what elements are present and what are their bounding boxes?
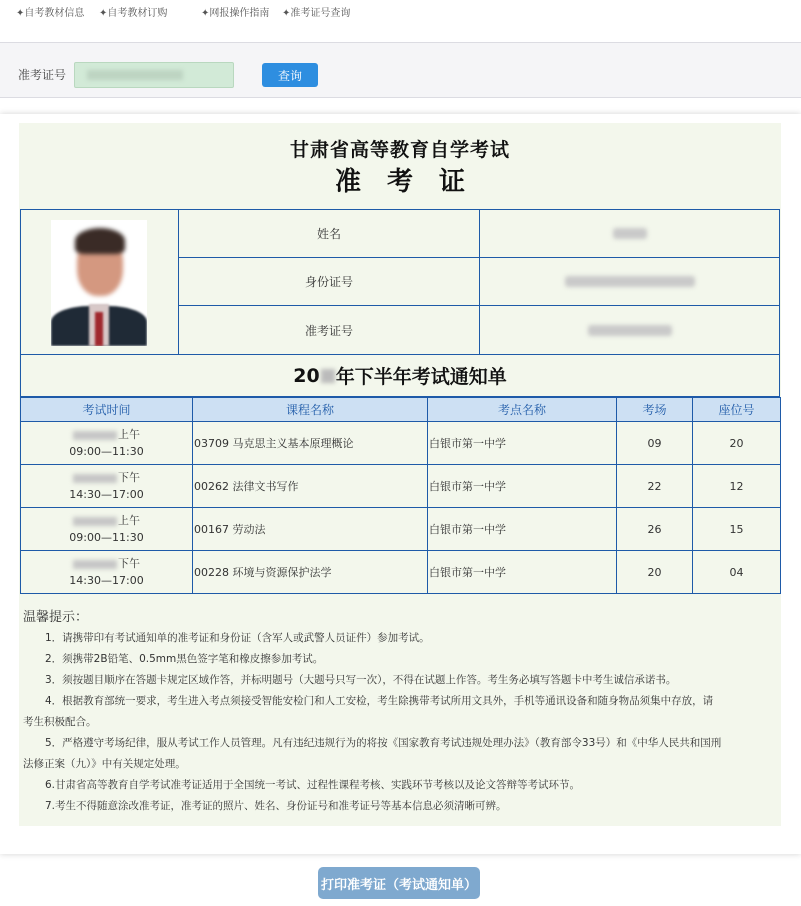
col-header-seat: 座位号 <box>693 398 781 422</box>
site-cell: 白银市第一中学 <box>428 551 617 594</box>
nav-link-registration-guide[interactable]: ✦网报操作指南 <box>201 8 270 19</box>
photo-cell <box>21 210 179 354</box>
tip-item: 3．须按题目顺序在答题卡规定区域作答，并标明题号（大题号只写一次），不得在试题上作答。考生务必填写答题卡中考生诚信承诺书。 <box>45 674 677 686</box>
seat-cell: 12 <box>693 465 781 508</box>
table-row <box>21 422 781 465</box>
ticket-row <box>179 306 779 354</box>
table-header-row <box>21 398 781 422</box>
exam-time-cell: 上午 09:00—11:30 <box>21 422 193 465</box>
redacted-value <box>87 70 183 80</box>
ticket-number-value <box>480 306 779 354</box>
nav-link-ticket-lookup[interactable]: ✦准考证号查询 <box>282 8 351 19</box>
tip-item: 6.甘肃省高等教育自学考试准考证适用于全国统一考试、过程性课程考核、实践环节考核以及论文答辩等考试环节。 <box>45 779 581 791</box>
tips-title: 温馨提示： <box>23 610 89 625</box>
course-cell: 03709 马克思主义基本原理概论 <box>193 422 428 465</box>
table-row <box>21 465 781 508</box>
table-row <box>21 508 781 551</box>
exam-time-cell: 下午 14:30—17:00 <box>21 551 193 594</box>
tip-item: 1．请携带印有考试通知单的准考证和身份证（含军人或武警人员证件）参加考试。 <box>45 632 430 644</box>
exam-time-cell: 下午 14:30—17:00 <box>21 465 193 508</box>
query-button[interactable]: 查询 <box>262 63 318 87</box>
name-label: 姓名 <box>179 210 480 257</box>
name-value <box>480 210 779 257</box>
top-nav <box>0 0 801 30</box>
print-admission-ticket-button[interactable]: 打印准考证（考试通知单） <box>318 867 480 899</box>
room-cell: 20 <box>617 551 693 594</box>
course-cell: 00262 法律文书写作 <box>193 465 428 508</box>
room-cell: 09 <box>617 422 693 465</box>
col-header-room: 考场 <box>617 398 693 422</box>
certificate-title: 准考证 <box>334 167 491 197</box>
table-row <box>21 551 781 594</box>
tip-item: 7.考生不得随意涂改准考证，准考证的照片、姓名、身份证号和准考证号等基本信息必须清晰可辨。 <box>45 800 507 812</box>
admission-card-panel <box>0 114 801 854</box>
candidate-photo <box>51 220 147 346</box>
seat-cell: 15 <box>693 508 781 551</box>
exam-time-cell: 上午 09:00—11:30 <box>21 508 193 551</box>
site-cell: 白银市第一中学 <box>428 422 617 465</box>
ticket-number-field-label: 准考证号 <box>179 306 480 354</box>
nav-link-textbook-info[interactable]: ✦自考教材信息 <box>16 8 85 19</box>
exam-authority-title: 甘肃省高等教育自学考试 <box>289 139 510 161</box>
notice-year-prefix: 20 <box>293 364 320 387</box>
site-cell: 白银市第一中学 <box>428 465 617 508</box>
exam-notice-heading <box>20 355 780 397</box>
redacted-year <box>321 369 335 383</box>
tip-item: 5．严格遵守考场纪律，服从考试工作人员管理。凡有违纪违规行为的将按《国家教育考试违规处理办法》（教育部令33号）和《中华人民共和国刑法修正案（九）》中有关规定处理。 <box>23 737 722 770</box>
id-number-label: 身份证号 <box>179 258 480 305</box>
course-cell: 00228 环境与资源保护法学 <box>193 551 428 594</box>
query-bar <box>0 42 801 98</box>
ticket-number-input[interactable] <box>74 62 234 88</box>
ticket-number-label: 准考证号 <box>18 68 67 82</box>
name-row <box>179 210 779 258</box>
room-cell: 26 <box>617 508 693 551</box>
tip-item: 4．根据教育部统一要求，考生进入考点须接受智能安检门和人工安检，考生除携带考试所用文具外，手机等通讯设备和随身物品须集中存放，请考生积极配合。 <box>23 695 714 728</box>
id-row <box>179 258 779 306</box>
tip-item: 2．须携带2B铅笔、0.5mm黑色签字笔和橡皮擦参加考试。 <box>45 653 324 665</box>
candidate-info-table <box>20 209 780 355</box>
room-cell: 22 <box>617 465 693 508</box>
seat-cell: 20 <box>693 422 781 465</box>
col-header-course: 课程名称 <box>193 398 428 422</box>
site-cell: 白银市第一中学 <box>428 508 617 551</box>
course-cell: 00167 劳动法 <box>193 508 428 551</box>
col-header-time: 考试时间 <box>21 398 193 422</box>
admission-certificate <box>19 123 781 826</box>
exam-schedule-table <box>20 397 781 594</box>
col-header-site: 考点名称 <box>428 398 617 422</box>
nav-link-textbook-order[interactable]: ✦自考教材订购 <box>99 8 168 19</box>
seat-cell: 04 <box>693 551 781 594</box>
id-number-value <box>480 258 779 305</box>
notice-title: 年下半年考试通知单 <box>335 366 507 388</box>
tips-list <box>23 628 723 817</box>
